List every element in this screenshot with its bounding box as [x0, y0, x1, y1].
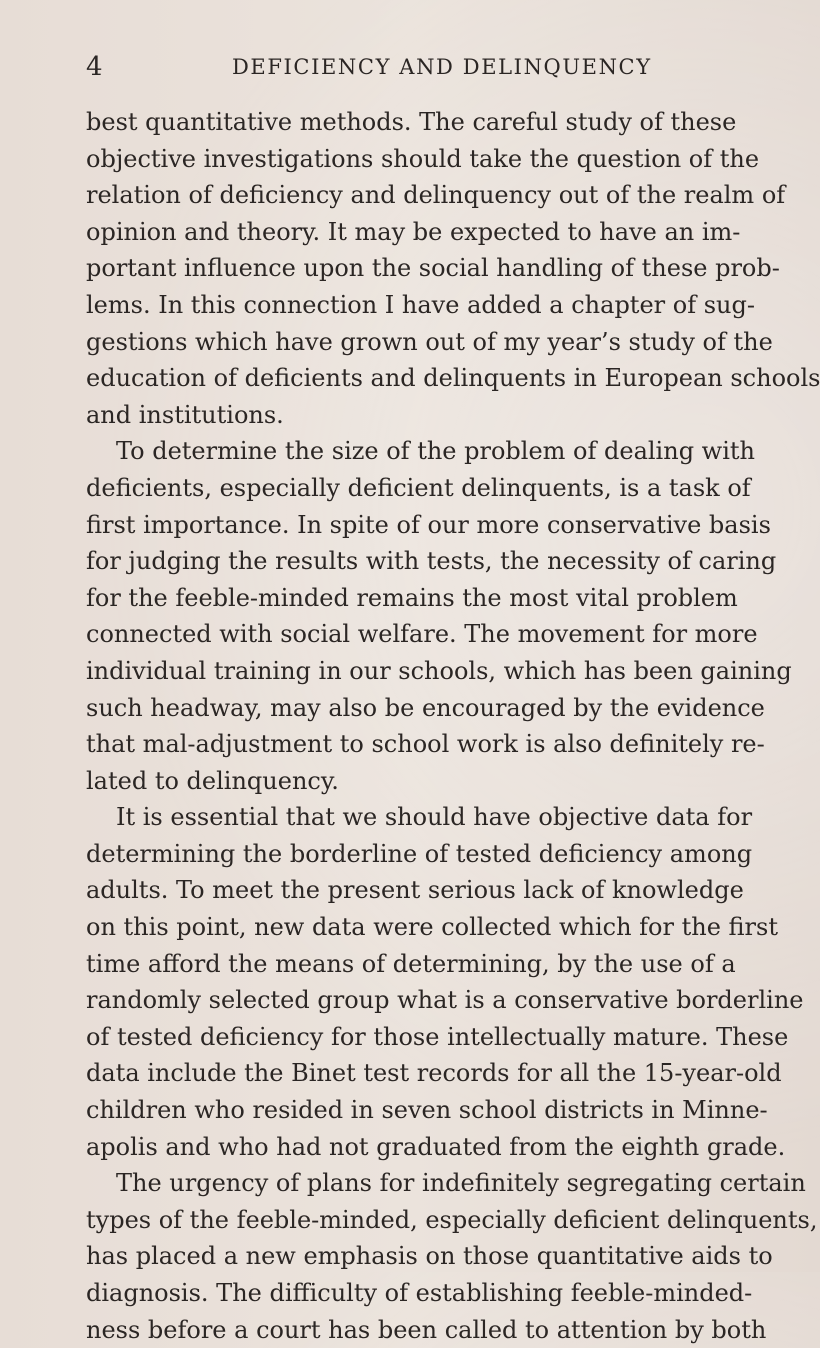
text-line: for judging the results with tests, the necessity of caring — [86, 547, 777, 576]
text-line: children who resided in seven school districts in Minne- — [86, 1096, 768, 1125]
text-line: best quantitative methods. The careful study of these — [86, 108, 737, 136]
text-line: lated to delinquency. — [86, 766, 339, 795]
text-line: that mal-adjustment to school work is also definitely re- — [86, 730, 765, 759]
paragraph — [86, 1165, 818, 1348]
paragraph — [86, 104, 820, 433]
text-line: types of the feeble-minded, especially deficient delinquents, — [86, 1205, 818, 1234]
text-line: apolis and who had not graduated from the eighth grade. — [86, 1132, 786, 1161]
text-line: for the feeble-minded remains the most vital problem — [86, 583, 738, 612]
text-line: opinion and theory. It may be expected to have an im- — [86, 217, 741, 246]
text-line: has placed a new emphasis on those quantitative aids to — [86, 1242, 773, 1271]
text-line: individual training in our schools, which has been gaining — [86, 656, 792, 685]
paragraph — [86, 799, 804, 1165]
text-line: diagnosis. The difficulty of establishing feeble-minded- — [86, 1279, 753, 1307]
text-line: on this point, new data were collected which for the first — [86, 913, 778, 942]
text-line: and institutions. — [86, 400, 284, 429]
page-number: 4 — [86, 52, 104, 82]
page-header — [86, 50, 726, 84]
text-line: The urgency of plans for indefinitely segregating certain — [116, 1169, 806, 1198]
text-line: first importance. In spite of our more conservative basis — [86, 510, 771, 539]
text-line: of tested deficiency for those intellectually mature. These — [86, 1022, 789, 1051]
text-line: lems. In this connection I have added a chapter of sug- — [86, 290, 755, 319]
text-line: adults. To meet the present serious lack of knowledge — [86, 876, 744, 905]
text-line: connected with social welfare. The movement for more — [86, 620, 758, 649]
text-line: ness before a court has been called to attention by both — [86, 1315, 767, 1344]
text-line: randomly selected group what is a conservative borderline — [86, 986, 804, 1015]
text-line: portant influence upon the social handling of these prob- — [86, 254, 780, 283]
text-line: determining the borderline of tested deficiency among — [86, 839, 753, 868]
text-line: relation of deficiency and delinquency out of the realm of — [86, 181, 786, 210]
text-line: education of deficients and delinquents in European schools — [86, 364, 820, 393]
text-line: gestions which have grown out of my year’s study of the — [86, 327, 773, 356]
text-line: It is essential that we should have objective data for — [116, 803, 753, 832]
body-text — [86, 104, 820, 1348]
text-line: time afford the means of determining, by the use of a — [86, 949, 736, 978]
text-line: objective investigations should take the question of the — [86, 144, 760, 173]
text-line: such headway, may also be encouraged by the evidence — [86, 693, 765, 722]
running-title: DEFICIENCY AND DELINQUENCY — [232, 55, 652, 79]
text-line: To determine the size of the problem of dealing with — [116, 437, 755, 466]
paragraph — [86, 433, 792, 799]
text-line: deficients, especially deficient delinquents, is a task of — [86, 473, 751, 502]
text-line: data include the Binet test records for all the 15-year-old — [86, 1059, 782, 1088]
